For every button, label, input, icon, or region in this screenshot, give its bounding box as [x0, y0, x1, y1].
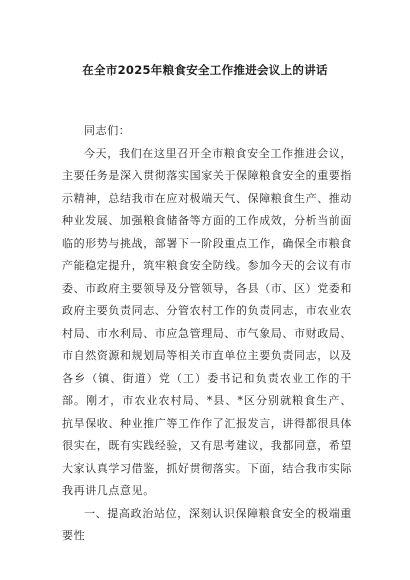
body-paragraph: 今天，我们在这里召开全市粮食安全工作推进会议，主要任务是深入贯彻落实国家关于保障粮食安全的重要指示精神，总结我市在应对极端天气、保障粮食生产、推动种业发展、加强粮食储备等方面的工作成效，分析当前面临的形势与挑战，部署下一阶段重点工作，确保全市粮食产能稳定提升，筑牢粮食安全防线。参加今天的会议有市委、市政府主要领导及分管领导，各县（市、区）党委和政府主要负责同志、分管农村工作的负责同志，市农业农村局、市水利局、市应急管理局、市气象局、市财政局、市自然资源和规划局等相关市直单位主要负责同志，以及各乡（镇、街道）党（工）委书记和负责农业工作的干部。刚才，市农业农村局、*县、*区分别就粮食生产、抗旱保收、种业推广等工作作了汇报发言，讲得都很具体很实在，既有实践经验，又有思考建议，我都同意，希望大家认真学习借鉴，抓好贯彻落实。下面，结合我市实际我再讲几点意见。 [62, 146, 352, 497]
document-body [62, 120, 352, 548]
document-title: 在全市2025年粮食安全工作推进会议上的讲话 [82, 63, 328, 77]
section-heading: 一、提高政治站位，深刻认识保障粮食安全的极端重要性 [62, 506, 352, 542]
salutation: 同志们： [84, 124, 131, 137]
